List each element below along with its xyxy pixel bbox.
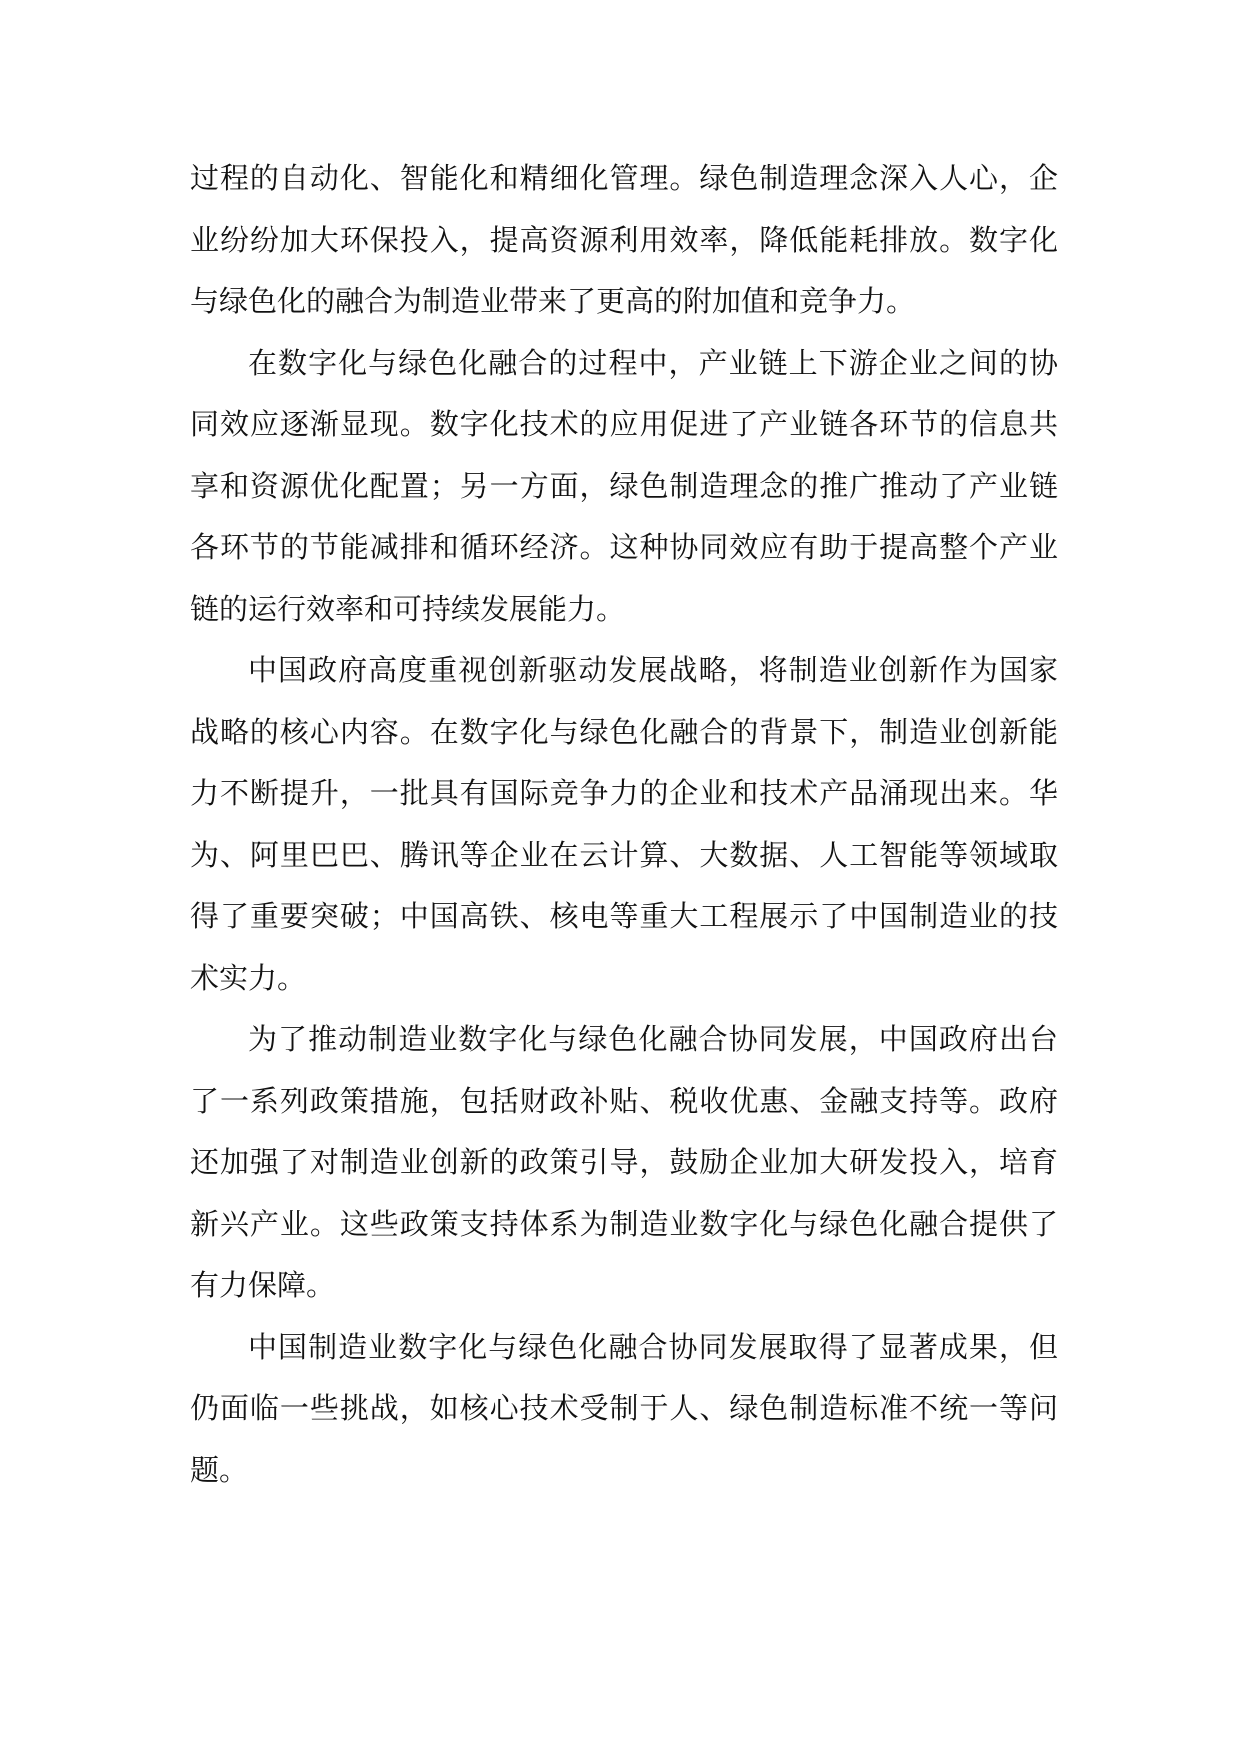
body-text <box>190 148 1058 1501</box>
paragraph-2: 在数字化与绿色化融合的过程中，产业链上下游企业之间的协同效应逐渐显现。数字化技术的应用促进了产业链各环节的信息共享和资源优化配置；另一方面，绿色制造理念的推广推动了产业链各环节的节能减排和循环经济。这种协同效应有助于提高整个产业链的运行效率和可持续发展能力。 <box>190 345 1058 626</box>
paragraph-1: 过程的自动化、智能化和精细化管理。绿色制造理念深入人心，企业纷纷加大环保投入，提高资源利用效率，降低能耗排放。数字化与绿色化的融合为制造业带来了更高的附加值和竞争力。 <box>190 161 1058 318</box>
paragraph-3: 中国政府高度重视创新驱动发展战略，将制造业创新作为国家战略的核心内容。在数字化与绿色化融合的背景下，制造业创新能力不断提升，一批具有国际竞争力的企业和技术产品涌现出来。华为、阿里巴巴、腾讯等企业在云计算、大数据、人工智能等领域取得了重要突破；中国高铁、核电等重大工程展示了中国制造业的技术实力。 <box>190 653 1058 995</box>
paragraph-5: 中国制造业数字化与绿色化融合协同发展取得了显著成果，但仍面临一些挑战，如核心技术受制于人、绿色制造标准不统一等问题。 <box>190 1329 1058 1487</box>
paragraph-4: 为了推动制造业数字化与绿色化融合协同发展，中国政府出台了一系列政策措施，包括财政补贴、税收优惠、金融支持等。政府还加强了对制造业创新的政策引导，鼓励企业加大研发投入，培育新兴产业。这些政策支持体系为制造业数字化与绿色化融合提供了有力保障。 <box>190 1022 1058 1302</box>
